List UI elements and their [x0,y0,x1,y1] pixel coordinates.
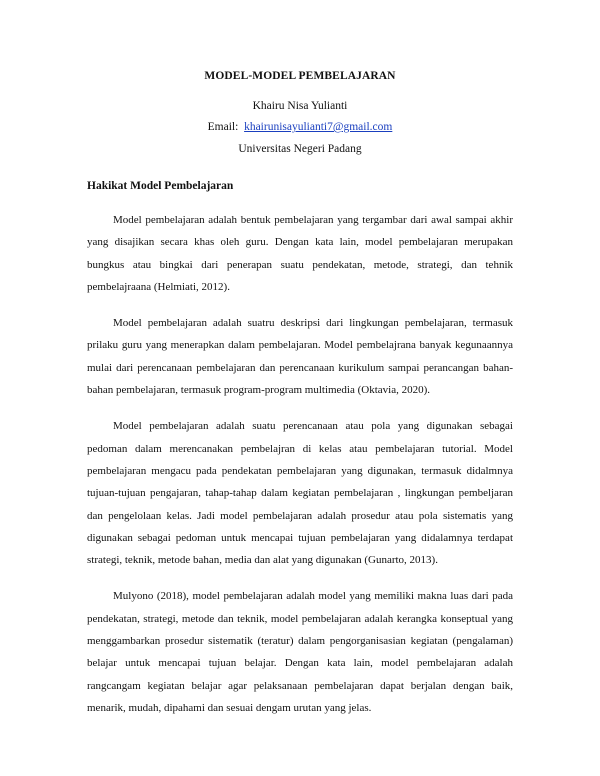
document-title: MODEL-MODEL PEMBELAJARAN [204,70,396,82]
paragraph-1: Model pembelajaran adalah bentuk pembelajaran yang tergambar dari awal sampai akhir yang disajikan secara khas oleh guru. Dengan kata lain, model pembelajaran merupakan bungkus atau bingkai dari penerapan suatu pendekatan, metode, strategi, dan tehnik pembelajraana (Helmiati, 2012). [87,214,513,293]
paragraph-3: Model pembelajaran adalah suatu perencanaan atau pola yang digunakan sebagai pedoman dalam merencanakan pembelajran di kelas atau pembelajaran tutorial. Model pembelajaran mengacu pada pendekatan pembelajaran yang digunakan, termasuk didalmnya tujuan-tujuan pengajaran, tahap-tahap dalam kegiatan pembelajaran , lingkungan pembeljaran dan pengelolaan kelas. Jadi model pembelajaran adalah prosedur atau pola sistematis yang digunakan sebagai pedoman untuk mencapai tujuan pembelajaran yang didalamnya terdapat strategi, teknik, metode bahan, media dan alat yang digunakan (Gunarto, 2013). [87,420,513,567]
email-link[interactable]: khairunisayulianti7@gmail.com [244,121,393,133]
section-heading: Hakikat Model Pembelajaran [87,180,234,192]
author-name: Khairu Nisa Yulianti [252,100,348,112]
section-body [87,209,513,733]
author-email-line [0,121,600,133]
email-label: Email: [207,121,239,133]
paragraph-4: Mulyono (2018), model pembelajaran adalah model yang memiliki makna luas dari pada pendekatan, strategi, metode dan teknik, model pembelajaran adalah kerangka konseptual yang menggambarkan prosedur sistematik (teratur) dalam pengorganisasian kegiatan (pengalaman) belajar untuk mencapai tujuan belajar. Dengan kata lain, model pembelajaran adalah rangcangam kegiatan belajar agar pelaksanaan pembelajaran dapat berjalan dengan baik, menarik, mudah, dipahami dan sesuai dengam urutan yang jelas. [87,590,513,714]
paragraph-2: Model pembelajaran adalah suatru deskripsi dari lingkungan pembelajaran, termasuk prilaku guru yang menerapkan dalam pembelajaran. Model pembelajrana banyak kegunaannya mulai dari perencanaan pembelajaran dan perencanaan kurikulum sampai perancangan bahan-bahan pembelajaran, termasuk program-program multimedia (Oktavia, 2020). [87,317,513,397]
author-affiliation: Universitas Negeri Padang [238,143,362,155]
